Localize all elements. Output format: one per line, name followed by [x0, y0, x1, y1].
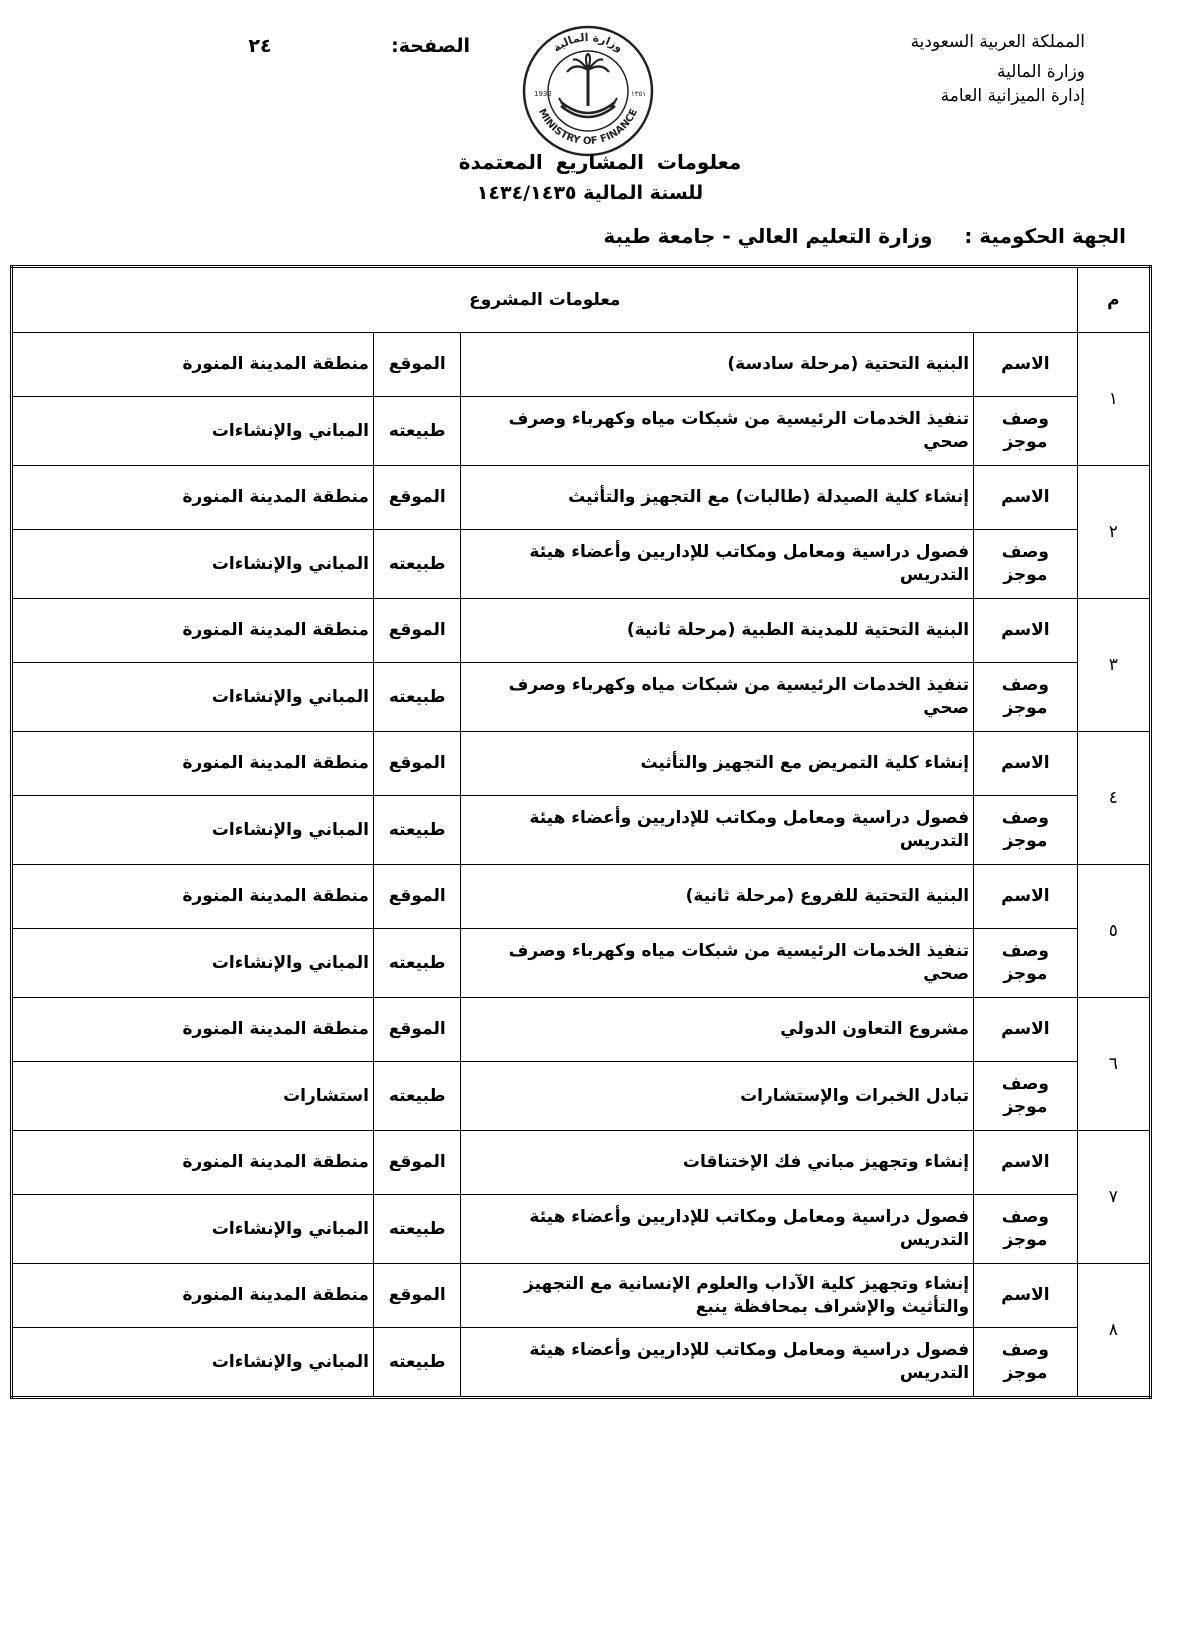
- ministry-name: وزارة المالية: [997, 62, 1085, 82]
- project-nature: المباني والإنشاءات: [12, 397, 374, 466]
- projects-table: [10, 265, 1152, 1399]
- table-row: [12, 1264, 1151, 1328]
- label-nature: طبيعته: [373, 1195, 460, 1264]
- label-description: وصف موجز: [974, 1328, 1078, 1398]
- label-description: وصف موجز: [974, 1062, 1078, 1131]
- entity-label: الجهة الحكومية :: [964, 224, 1126, 248]
- project-nature: المباني والإنشاءات: [12, 796, 374, 865]
- project-name: البنية التحتية للفروع (مرحلة ثانية): [461, 865, 974, 929]
- project-name: البنية التحتية (مرحلة سادسة): [461, 333, 974, 397]
- svg-text:1932: 1932: [534, 90, 552, 98]
- project-number: ٥: [1077, 865, 1150, 998]
- label-name: الاسم: [974, 1131, 1078, 1195]
- svg-text:وزارة المالية: وزارة المالية: [550, 30, 626, 55]
- table-row: [12, 1195, 1151, 1264]
- project-description: فصول دراسية ومعامل ومكاتب للإداريين وأعضاء هيئة التدريس: [461, 1195, 974, 1264]
- label-nature: طبيعته: [373, 1328, 460, 1398]
- project-name: البنية التحتية للمدينة الطبية (مرحلة ثانية): [461, 599, 974, 663]
- table-row: [12, 998, 1151, 1062]
- label-nature: طبيعته: [373, 663, 460, 732]
- label-location: الموقع: [373, 998, 460, 1062]
- label-location: الموقع: [373, 1264, 460, 1328]
- label-nature: طبيعته: [373, 530, 460, 599]
- table-row: [12, 929, 1151, 998]
- svg-text:MINISTRY OF FINANCE: MINISTRY OF FINANCE: [535, 107, 641, 148]
- project-description: تنفيذ الخدمات الرئيسية من شبكات مياه وكهرباء وصرف صحي: [461, 663, 974, 732]
- label-location: الموقع: [373, 1131, 460, 1195]
- ministry-seal-logo: [521, 24, 655, 158]
- project-name: إنشاء وتجهيز مباني فك الإختناقات: [461, 1131, 974, 1195]
- project-location: منطقة المدينة المنورة: [12, 998, 374, 1062]
- project-location: منطقة المدينة المنورة: [12, 599, 374, 663]
- project-nature: المباني والإنشاءات: [12, 1195, 374, 1264]
- table-row: [12, 530, 1151, 599]
- table-row: [12, 732, 1151, 796]
- label-description: وصف موجز: [974, 530, 1078, 599]
- column-header-project-info: معلومات المشروع: [12, 267, 1078, 333]
- label-description: وصف موجز: [974, 929, 1078, 998]
- label-name: الاسم: [974, 1264, 1078, 1328]
- label-description: وصف موجز: [974, 663, 1078, 732]
- project-nature: المباني والإنشاءات: [12, 929, 374, 998]
- table-row: [12, 796, 1151, 865]
- project-description: تبادل الخبرات والإستشارات: [461, 1062, 974, 1131]
- project-location: منطقة المدينة المنورة: [12, 865, 374, 929]
- label-nature: طبيعته: [373, 397, 460, 466]
- label-name: الاسم: [974, 732, 1078, 796]
- table-row: [12, 466, 1151, 530]
- project-number: ٧: [1077, 1131, 1150, 1264]
- table-row: [12, 1062, 1151, 1131]
- project-nature: المباني والإنشاءات: [12, 530, 374, 599]
- government-entity: [326, 224, 1126, 248]
- label-name: الاسم: [974, 333, 1078, 397]
- project-nature: استشارات: [12, 1062, 374, 1131]
- project-location: منطقة المدينة المنورة: [12, 732, 374, 796]
- project-nature: المباني والإنشاءات: [12, 663, 374, 732]
- table-row: [12, 1328, 1151, 1398]
- page-label: الصفحة:: [391, 35, 470, 57]
- project-number: ٢: [1077, 466, 1150, 599]
- kingdom-name: المملكة العربية السعودية: [910, 32, 1085, 52]
- project-name: مشروع التعاون الدولي: [461, 998, 974, 1062]
- document-title: معلومات المشاريع المعتمدة: [458, 150, 742, 174]
- table-row: [12, 663, 1151, 732]
- project-number: ٦: [1077, 998, 1150, 1131]
- project-name: إنشاء كلية التمريض مع التجهيز والتأثيث: [461, 732, 974, 796]
- table-row: [12, 397, 1151, 466]
- project-description: فصول دراسية ومعامل ومكاتب للإداريين وأعضاء هيئة التدريس: [461, 530, 974, 599]
- column-header-number: م: [1077, 267, 1150, 333]
- project-number: ٤: [1077, 732, 1150, 865]
- table-row: [12, 865, 1151, 929]
- entity-value: وزارة التعليم العالي - جامعة طيبة: [603, 224, 933, 248]
- project-nature: المباني والإنشاءات: [12, 1328, 374, 1398]
- table-row: [12, 333, 1151, 397]
- project-name: إنشاء كلية الصيدلة (طالبات) مع التجهيز والتأثيث: [461, 466, 974, 530]
- label-name: الاسم: [974, 466, 1078, 530]
- project-description: تنفيذ الخدمات الرئيسية من شبكات مياه وكهرباء وصرف صحي: [461, 397, 974, 466]
- label-location: الموقع: [373, 865, 460, 929]
- project-description: فصول دراسية ومعامل ومكاتب للإداريين وأعضاء هيئة التدريس: [461, 796, 974, 865]
- table-row: [12, 599, 1151, 663]
- page-number: ٢٤: [248, 35, 272, 57]
- project-location: منطقة المدينة المنورة: [12, 333, 374, 397]
- department-name: إدارة الميزانية العامة: [940, 86, 1085, 106]
- label-name: الاسم: [974, 998, 1078, 1062]
- label-description: وصف موجز: [974, 1195, 1078, 1264]
- label-location: الموقع: [373, 333, 460, 397]
- project-number: ٣: [1077, 599, 1150, 732]
- project-location: منطقة المدينة المنورة: [12, 1131, 374, 1195]
- label-name: الاسم: [974, 599, 1078, 663]
- project-name: إنشاء وتجهيز كلية الآداب والعلوم الإنسانية مع التجهيز والتأثيث والإشراف بمحافظة ينبع: [461, 1264, 974, 1328]
- label-name: الاسم: [974, 865, 1078, 929]
- project-description: فصول دراسية ومعامل ومكاتب للإداريين وأعضاء هيئة التدريس: [461, 1328, 974, 1398]
- table-row: [12, 1131, 1151, 1195]
- label-location: الموقع: [373, 732, 460, 796]
- label-description: وصف موجز: [974, 796, 1078, 865]
- project-number: ٨: [1077, 1264, 1150, 1398]
- label-location: الموقع: [373, 599, 460, 663]
- project-number: ١: [1077, 333, 1150, 466]
- header-right-block: [825, 30, 1085, 108]
- label-location: الموقع: [373, 466, 460, 530]
- label-description: وصف موجز: [974, 397, 1078, 466]
- svg-text:١٣٥١: ١٣٥١: [631, 90, 647, 98]
- label-nature: طبيعته: [373, 1062, 460, 1131]
- project-location: منطقة المدينة المنورة: [12, 466, 374, 530]
- label-nature: طبيعته: [373, 929, 460, 998]
- project-location: منطقة المدينة المنورة: [12, 1264, 374, 1328]
- label-nature: طبيعته: [373, 796, 460, 865]
- fiscal-year: للسنة المالية ١٤٣٤/١٤٣٥: [476, 182, 704, 204]
- project-description: تنفيذ الخدمات الرئيسية من شبكات مياه وكهرباء وصرف صحي: [461, 929, 974, 998]
